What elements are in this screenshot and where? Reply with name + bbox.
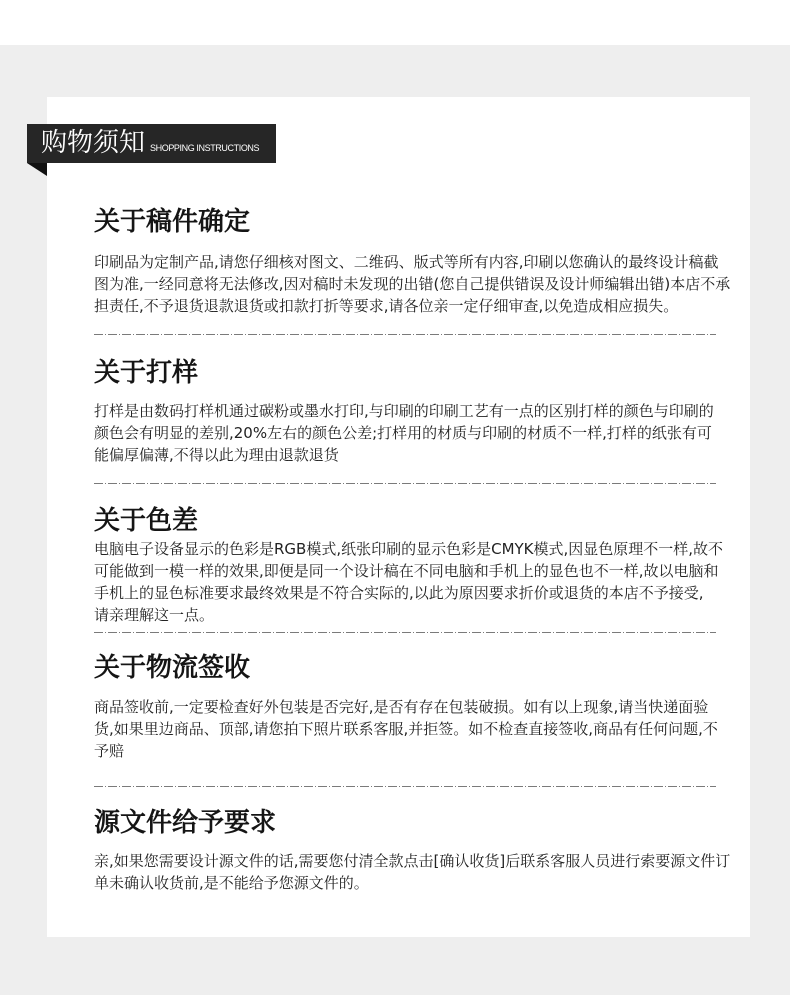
section-body	[94, 538, 723, 626]
section-body	[94, 251, 730, 317]
section-heading: 关于稿件确定	[94, 207, 251, 237]
banner-title: 购物须知	[41, 128, 146, 158]
section-body	[94, 850, 730, 894]
shopping-instructions-banner	[27, 124, 276, 163]
body-line: 能偏厚偏薄,不得以此为理由退款退货	[94, 446, 339, 464]
section-body	[94, 696, 718, 762]
body-line: 单未确认收货前,是不能给予您源文件的。	[94, 874, 369, 892]
body-line: 手机上的显色标准要求最终效果是不符合实际的,以此为原因要求折价或退货的本店不予接受,	[94, 584, 704, 602]
section-body	[94, 400, 714, 466]
banner-subtitle: SHOPPING INSTRUCTIONS	[150, 143, 260, 153]
body-line: 亲,如果您需要设计源文件的话,需要您付清全款点击[确认收货]后联系客服人员进行索要源文件订	[94, 852, 731, 870]
body-line: 图为准,一经同意将无法修改,因对稿时未发现的出错(您自己提供错误及设计师编辑出错)本店不承	[94, 275, 731, 293]
instructions-card	[47, 97, 750, 937]
body-line: 颜色会有明显的差别,20%左右的颜色公差;打样用的材质与印刷的材质不一样,打样的纸张有可	[94, 424, 712, 442]
body-line: 打样是由数码打样机通过碳粉或墨水打印,与印刷的印刷工艺有一点的区别打样的颜色与印刷的	[94, 402, 714, 420]
section-heading: 关于打样	[94, 358, 199, 388]
section-divider	[94, 632, 716, 633]
body-line: 可能做到一模一样的效果,即便是同一个设计稿在不同电脑和手机上的显色也不一样,故以电脑和	[94, 562, 719, 580]
section-heading: 关于物流签收	[94, 653, 251, 683]
body-line: 印刷品为定制产品,请您仔细核对图文、二维码、版式等所有内容,印刷以您确认的最终设计稿截	[94, 253, 719, 271]
top-white-band	[0, 0, 790, 45]
body-line: 电脑电子设备显示的色彩是RGB模式,纸张印刷的显示色彩是CMYK模式,因显色原理不一样,故不	[94, 540, 724, 558]
section-heading: 关于色差	[94, 506, 199, 536]
body-line: 商品签收前,一定要检查好外包装是否完好,是否有存在包装破损。如有以上现象,请当快递面验	[94, 698, 709, 716]
section-heading: 源文件给予要求	[94, 808, 277, 838]
section-divider	[94, 483, 716, 484]
body-line: 担责任,不予退货退款退货或扣款打折等要求,请各位亲一定仔细审查,以免造成相应损失。	[94, 297, 679, 315]
section-divider	[94, 786, 716, 787]
body-line: 货,如果里边商品、顶部,请您拍下照片联系客服,并拒签。如不检查直接签收,商品有任何问题,不	[94, 720, 718, 738]
banner-fold-triangle	[27, 163, 47, 176]
body-line: 请亲理解这一点。	[94, 606, 215, 624]
body-line: 予赔	[94, 742, 125, 760]
section-divider	[94, 334, 716, 335]
